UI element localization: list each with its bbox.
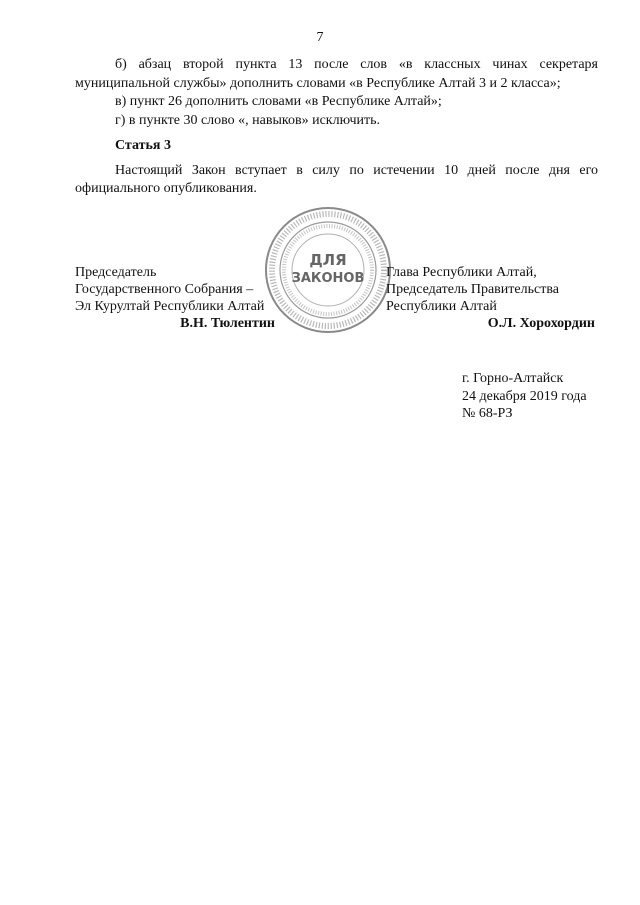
signatory-name: О.Л. Хорохордин xyxy=(487,316,595,331)
signatory-title-line-2: Государственного Собрания – xyxy=(75,282,254,297)
law-number: № 68-РЗ xyxy=(462,406,513,421)
signature-block-right xyxy=(386,264,601,332)
stamp-line-2: ЗАКОНОВ xyxy=(291,271,365,286)
place-date-block xyxy=(462,370,587,423)
date: 24 декабря 2019 года xyxy=(462,388,587,404)
signatory-name: В.Н. Тюлентин xyxy=(180,316,275,331)
signatory-title-line-3: Эл Курултай Республики Алтай xyxy=(75,299,265,314)
article-heading: Статья 3 xyxy=(115,138,171,153)
place: г. Горно-Алтайск xyxy=(462,371,564,386)
signatory-title-line-1: Глава Республики Алтай, xyxy=(386,265,537,280)
article-text: Настоящий Закон вступает в силу по истечении 10 дней после дня его официального опубликования. xyxy=(75,162,598,196)
document-body xyxy=(75,56,598,199)
page-number: 7 xyxy=(316,30,324,45)
signatory-title-line-3: Республики Алтай xyxy=(386,299,497,314)
signature-block-left xyxy=(75,264,295,332)
signatory-title-line-2: Председатель Правительства xyxy=(386,282,559,297)
paragraph-g: г) в пункте 30 слово «, навыков» исключить. xyxy=(115,112,381,128)
stamp-line-1: ДЛЯ xyxy=(309,251,347,269)
paragraph-b: б) абзац второй пункта 13 после слов «в классных чинах секретаря муниципальной службы» дополнить словами «в Республике Алтай 3 и 2 класса»; xyxy=(75,57,598,91)
signatory-title-line-1: Председатель xyxy=(75,265,157,280)
paragraph-v: в) пункт 26 дополнить словами «в Республике Алтай»; xyxy=(115,94,442,109)
